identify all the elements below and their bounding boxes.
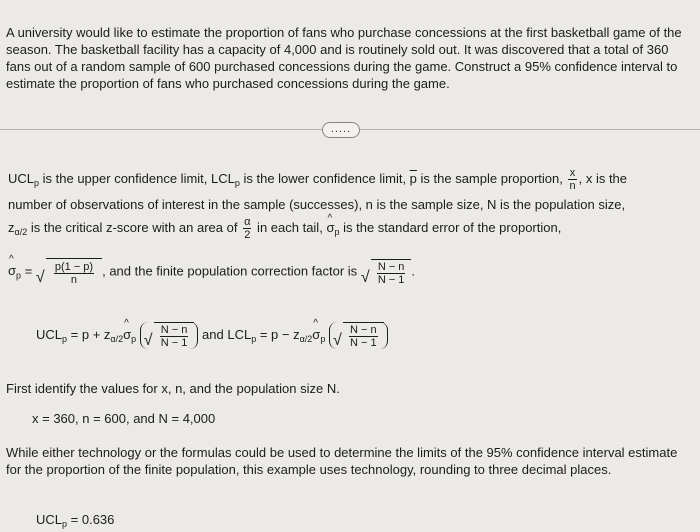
ucl-sigma-hat: ^ σ [123,327,131,342]
fpc-fraction: $\frac{N - n}{N - 1}$ [377,260,405,286]
radical-icon: √ [360,268,370,286]
lcl-fpc-sqrt [333,322,384,349]
se-fraction: $\frac{p(1 - p)}{n}$ [54,261,94,286]
radical-icon: √ [143,332,153,349]
expand-more-button[interactable]: ..... [322,122,360,138]
radical-icon: √ [332,332,342,349]
x-definition-start: , x is the [578,170,628,186]
step2-text: While either technology or the formulas could be used to determine the limits of the 95% confidence interval estimate for the proportion of the finite population, this example uses technology, rounding to three decimal places. [6,445,678,477]
lcl-z-subscript: α/2 [299,333,313,344]
lcl-formula-rhs: = p − z [256,326,300,342]
ucl-formula-label: UCL [36,326,63,342]
definitions-line-2: number of observations of interest in the sample (successes), n is the sample size, N is the population size, [8,196,626,212]
fpc-period: . [411,263,416,279]
step1-text: First identify the values for x, n, and the population size N. [6,381,340,396]
x-over-n-fraction: $\frac{x}{n}$ [569,167,576,192]
ucl-answer-subscript: p [62,519,68,529]
z-definition: is the critical z-score with an area of [27,219,242,235]
lcl-sigma-subscript: p [320,333,326,344]
given-values: x = 360, n = 600, and N = 4,000 [32,411,216,426]
ucl-subscript: p [34,177,40,188]
problem-text: A university would like to estimate the proportion of fans who purchase concessions at the first basketball game of the season. The basketball facility has a capacity of 4,000 and is routinely sold out. It was discovered that a total of 360 fans out of a random sample of 600 purchased concessions during the game. Construct a 95% confidence interval to estimate the proportion of fans who purchased concessions during the game. [6,25,682,91]
definitions-line-3 [8,216,692,243]
p-bar-symbol: $\overline{p}$ [409,170,417,186]
se-lhs-subscript: p [16,270,22,281]
lcl-fpc-parentheses [329,322,388,349]
sigma-hat-symbol: ^ σ [326,217,334,239]
lcl-sigma-hat: ^ σ [312,327,320,342]
confidence-limits-formula [36,322,388,349]
ucl-answer [36,512,114,529]
problem-statement [6,24,690,92]
lcl-fpc-fraction: $\frac{N - n}{N - 1}$ [349,324,377,349]
ucl-sigma-subscript: p [131,333,137,344]
p-bar-definition: is the sample proportion, [416,170,567,186]
standard-error-formula [8,258,415,286]
ucl-formula-subscript: p [62,333,68,344]
definitions-block [8,167,692,243]
ucl-answer-value: = 0.636 [67,512,115,527]
lcl-formula-label: and LCL [202,326,252,342]
sigma-subscript: p [334,226,340,237]
se-sqrt [36,258,102,286]
ucl-term: UCL [8,170,35,186]
ucl-answer-label: UCL [36,512,63,527]
lcl-subscript: p [234,177,240,188]
ucl-fpc-sqrt [144,322,195,349]
se-lhs-sigma: ^ σ [8,263,16,278]
ucl-definition: is the upper confidence limit, LCL [39,170,235,186]
fpc-text: , and the finite population correction factor is [102,263,361,279]
ucl-formula-rhs: = p + z [67,326,111,342]
ucl-z-subscript: α/2 [110,333,124,344]
alpha-over-two-fraction: $\frac{\alpha}{2}$ [244,215,251,241]
lcl-formula-subscript: p [251,333,257,344]
radical-icon: √ [35,269,45,286]
z-subscript: α/2 [14,226,28,237]
ucl-fpc-fraction: $\frac{N - n}{N - 1}$ [160,324,188,349]
z-symbol: z [8,219,15,235]
sigma-definition: is the standard error of the proportion, [339,219,562,235]
definitions-line-1 [8,167,692,194]
fpc-sqrt [361,259,412,286]
ucl-fpc-parentheses [140,322,199,349]
tail-text: in each tail, [253,219,327,235]
se-equals: = [21,263,36,279]
lcl-definition: is the lower confidence limit, [239,170,410,186]
